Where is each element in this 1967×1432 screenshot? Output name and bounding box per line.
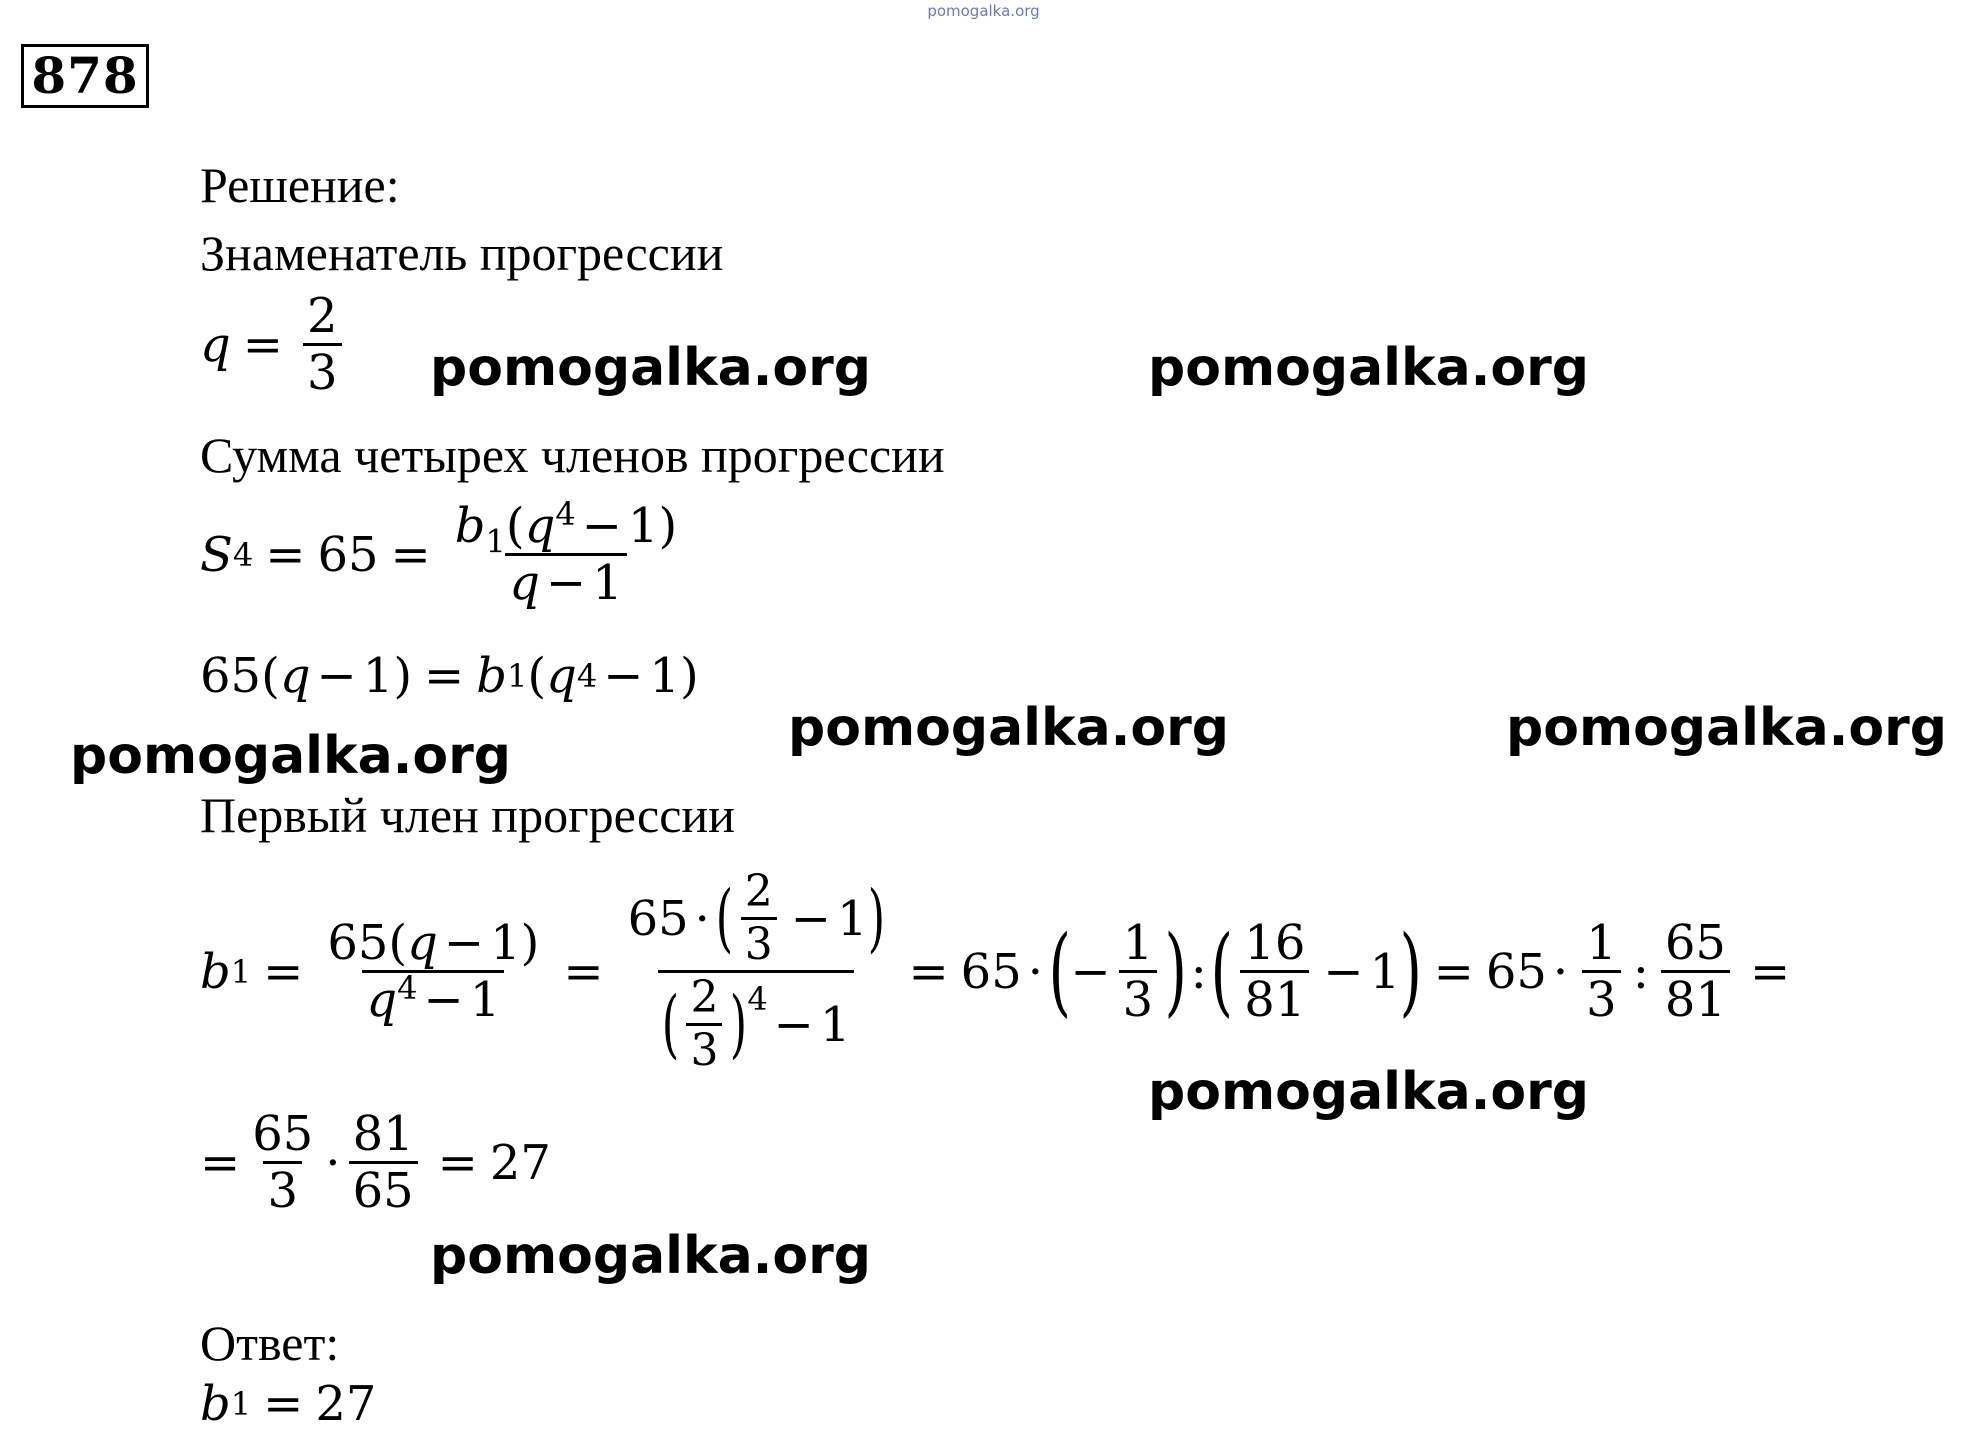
num-1: 1 <box>819 996 851 1053</box>
num-1: 1 <box>490 915 521 971</box>
var-S: S <box>200 526 233 583</box>
numerator: 65 <box>1664 915 1726 971</box>
num-1: 1 <box>469 972 501 1028</box>
rparen-big: ) <box>1399 915 1423 1028</box>
fraction-65-3 <box>248 1106 317 1219</box>
num-27: 27 <box>315 1376 377 1432</box>
denominator <box>505 553 627 611</box>
var-b: b <box>454 498 486 554</box>
num-65: 65 <box>960 943 1022 1000</box>
minus: − <box>790 890 832 947</box>
denominator: 81 <box>1240 970 1309 1024</box>
watermark-text: pomogalka.org <box>1148 338 1590 398</box>
minus: − <box>545 555 587 611</box>
var-q: q <box>524 498 556 554</box>
num-27: 27 <box>489 1134 551 1191</box>
fraction-b1-substituted <box>624 866 889 1076</box>
numerator: 1 <box>1586 915 1617 971</box>
dot: · <box>694 890 710 947</box>
ratio-formula <box>200 288 350 401</box>
fraction-one-third <box>1582 915 1621 1028</box>
num-65: 65 <box>327 915 389 971</box>
eq-sign: = <box>263 1376 304 1432</box>
denominator: 81 <box>1661 970 1730 1024</box>
answer-formula: b 1 = 27 <box>200 1376 377 1432</box>
watermark-text: pomogalka.org <box>1506 698 1948 758</box>
lparen: ( <box>505 498 525 554</box>
minus: − <box>443 915 485 971</box>
fraction-two-thirds <box>741 866 777 970</box>
fraction-65-81 <box>1661 915 1730 1028</box>
eq-sign: = <box>424 648 465 704</box>
colon: : <box>1190 943 1207 1000</box>
numerator: 1 <box>1122 915 1154 971</box>
sub-1: 1 <box>485 522 506 561</box>
first-term-formula: b 1 = $\frac{65(q - 1)}{q^4 - 1}$ = 65 · ( $\frac{2}{3}$ − 1 ) ( $\frac{2}{3}$ ) $^4$ − 1 = 65 · ( − $\frac{1}{3}$ ) : ( $\frac{16}{81}$ − 1 ) = 65 · $\frac{1}{3}$ : $\frac{65}{81}$ = <box>200 866 1791 1076</box>
numerator <box>323 915 543 971</box>
sum-formula: S 4 = 65 = $\frac{b_1(q^4 - 1)}{q - 1}$ <box>200 502 689 607</box>
numerator: 81 <box>352 1106 414 1162</box>
answer-label: Ответ: <box>200 1315 340 1371</box>
var-q: q <box>509 555 540 611</box>
lparen: ( <box>388 915 408 971</box>
colon: : <box>1632 943 1649 1000</box>
fraction-two-thirds <box>303 288 342 401</box>
sum-label: Сумма четырех членов прогрессии <box>200 427 945 483</box>
denominator <box>362 969 504 1028</box>
lparen-big: ( <box>715 875 734 962</box>
rparen-big: ) <box>1164 915 1188 1028</box>
fraction-two-thirds <box>686 972 722 1076</box>
pow-4: 4 <box>397 969 418 1007</box>
eq-sign: = <box>242 316 283 373</box>
first-term-result <box>200 1106 551 1219</box>
pow-4: 4 <box>555 495 576 533</box>
rparen: ) <box>393 648 413 704</box>
eq-sign: = <box>1433 943 1474 1000</box>
watermark-text: pomogalka.org <box>70 726 512 786</box>
problem-number: 878 <box>21 44 149 108</box>
rparen: ) <box>520 915 540 971</box>
dot: · <box>325 1134 341 1191</box>
eq-sign: = <box>263 943 304 1000</box>
watermark-text: pomogalka.org <box>788 698 1230 758</box>
rparen: ) <box>679 648 699 704</box>
site-watermark-top: pomogalka.org <box>927 2 1040 20</box>
watermark-text: pomogalka.org <box>430 338 872 398</box>
num-1: 1 <box>627 498 659 554</box>
minus: − <box>603 648 644 704</box>
lparen: ( <box>527 648 547 704</box>
minus: − <box>316 648 357 704</box>
denominator: 3 <box>263 1161 302 1215</box>
lparen: ( <box>261 648 280 704</box>
num-1: 1 <box>362 648 394 704</box>
fraction-81-65 <box>349 1106 418 1219</box>
var-b: b <box>200 1376 231 1432</box>
num-65: 65 <box>317 526 379 583</box>
minus: − <box>423 972 464 1028</box>
eq-sign: = <box>390 526 431 583</box>
equation-rearranged: 65 ( q − 1 ) = b 1 ( q 4 − 1 ) <box>200 648 699 704</box>
var-b: b <box>200 943 231 1000</box>
numerator: 2 <box>306 288 338 344</box>
eq-sign: = <box>437 1134 478 1191</box>
rparen-big: ) <box>867 875 885 962</box>
lparen-big: ( <box>1048 915 1071 1028</box>
eq-sign: = <box>1749 943 1791 1000</box>
var-q: q <box>366 972 398 1028</box>
fraction-16-81 <box>1240 915 1309 1028</box>
num-1: 1 <box>649 648 680 704</box>
minus: − <box>581 498 622 554</box>
num-65: 65 <box>627 890 689 947</box>
eq-sign: = <box>265 526 306 583</box>
denominator: 3 <box>686 1023 722 1073</box>
numerator: 16 <box>1244 915 1306 971</box>
eq-sign: = <box>200 1134 241 1191</box>
fraction-one-third <box>1119 915 1158 1028</box>
fraction-b1-general <box>323 915 543 1028</box>
denominator: 3 <box>741 917 777 967</box>
lparen-big: ( <box>661 981 679 1068</box>
rparen-big: ) <box>730 981 748 1068</box>
eq-sign: = <box>563 943 604 1000</box>
denominator: ( $\frac{2}{3}$ ) $^4$ − 1 <box>658 970 855 1073</box>
ratio-label: Знаменатель прогрессии <box>200 225 724 281</box>
minus: − <box>773 996 814 1053</box>
rparen: ) <box>658 498 678 554</box>
var-q: q <box>546 648 577 704</box>
numerator: 2 <box>690 972 719 1023</box>
denominator: 65 <box>349 1161 418 1215</box>
num-1: 1 <box>592 555 623 611</box>
numerator: 2 <box>744 866 773 917</box>
denominator: 3 <box>303 343 342 397</box>
num-1: 1 <box>837 890 868 947</box>
minus: − <box>1323 943 1364 1000</box>
watermark-text: pomogalka.org <box>1148 1062 1590 1122</box>
var-q: q <box>407 915 438 971</box>
dot: · <box>1027 943 1043 1000</box>
first-term-label: Первый член прогрессии <box>200 787 735 843</box>
solution-heading: Решение: <box>200 157 400 213</box>
numerator <box>451 495 681 561</box>
denominator: 3 <box>1582 970 1621 1024</box>
sum-fraction <box>451 495 681 611</box>
watermark-text: pomogalka.org <box>430 1226 872 1286</box>
lparen-big: ( <box>1210 915 1233 1028</box>
var-q: q <box>279 648 311 704</box>
num-65: 65 <box>1485 943 1547 1000</box>
numerator <box>624 866 889 970</box>
denominator: 3 <box>1119 970 1158 1024</box>
numerator: 65 <box>252 1106 314 1162</box>
dot: · <box>1552 943 1569 1000</box>
var-q: q <box>200 316 231 373</box>
num-65: 65 <box>200 648 262 704</box>
minus: − <box>1070 943 1111 1000</box>
num-1: 1 <box>1369 943 1401 1000</box>
eq-sign: = <box>908 943 949 1000</box>
var-b: b <box>476 648 507 704</box>
